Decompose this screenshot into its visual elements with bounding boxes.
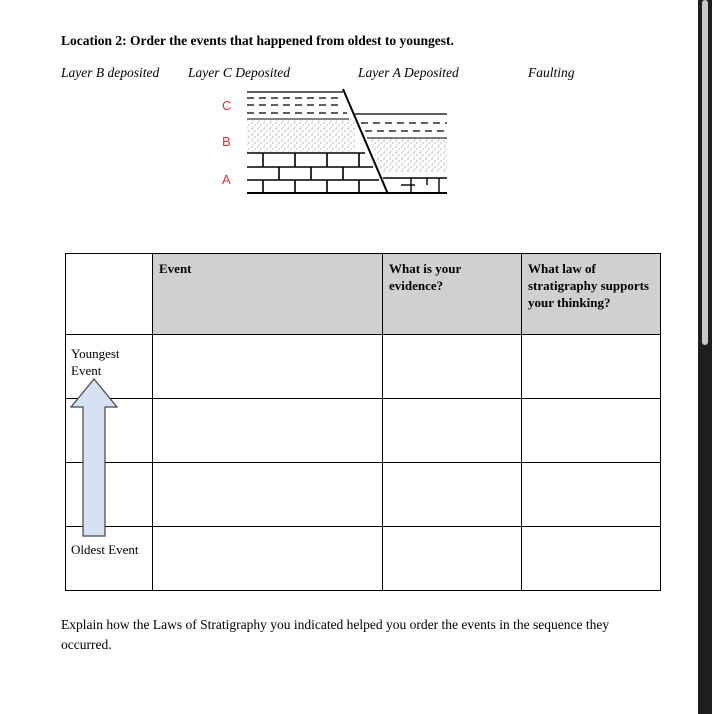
table-header-row xyxy=(66,254,661,335)
evidence-cell[interactable] xyxy=(383,463,522,527)
table-row xyxy=(66,399,661,463)
table-corner-cell xyxy=(66,254,153,335)
event-order-table xyxy=(65,253,661,591)
layer-c-right xyxy=(355,114,447,131)
oldest-event-label: Oldest Event xyxy=(71,542,139,557)
layer-a-left xyxy=(247,153,385,193)
layer-c-left xyxy=(247,92,347,113)
scrollbar-thumb[interactable] xyxy=(702,0,708,345)
evidence-cell[interactable] xyxy=(383,335,522,399)
layer-label-c: C xyxy=(222,98,232,113)
header-event: Event xyxy=(153,254,383,335)
event-option-layer-a: Layer A Deposited xyxy=(358,65,459,80)
layer-b-left xyxy=(247,119,355,152)
table-row xyxy=(66,335,661,399)
law-cell[interactable] xyxy=(522,527,661,591)
table-row xyxy=(66,463,661,527)
event-cell[interactable] xyxy=(153,399,383,463)
arrow-shape xyxy=(71,379,117,536)
event-cell[interactable] xyxy=(153,335,383,399)
header-evidence: What is your evidence? xyxy=(383,254,522,335)
law-cell[interactable] xyxy=(522,335,661,399)
event-cell[interactable] xyxy=(153,527,383,591)
layer-label-a: A xyxy=(222,172,231,187)
layer-b-right xyxy=(369,138,447,172)
law-cell[interactable] xyxy=(522,463,661,527)
header-law: What law of stratigraphy supports your thinking? xyxy=(522,254,661,335)
evidence-cell[interactable] xyxy=(383,527,522,591)
stratigraphy-diagram xyxy=(215,86,455,198)
up-arrow-icon xyxy=(70,378,120,538)
law-cell[interactable] xyxy=(522,399,661,463)
event-option-layer-b: Layer B deposited xyxy=(61,65,160,80)
page-title: Location 2: Order the events that happened from oldest to youngest. xyxy=(61,33,454,48)
event-cell[interactable] xyxy=(153,463,383,527)
event-option-layer-c: Layer C Deposited xyxy=(188,65,290,80)
layer-label-b: B xyxy=(222,134,231,149)
youngest-event-label: Youngest Event xyxy=(71,346,120,378)
explain-prompt: Explain how the Laws of Stratigraphy you indicated helped you order the events in the sequence they occurred. xyxy=(61,617,610,652)
event-option-faulting: Faulting xyxy=(528,65,575,80)
evidence-cell[interactable] xyxy=(383,399,522,463)
layer-a-right xyxy=(383,178,447,193)
table-row xyxy=(66,527,661,591)
